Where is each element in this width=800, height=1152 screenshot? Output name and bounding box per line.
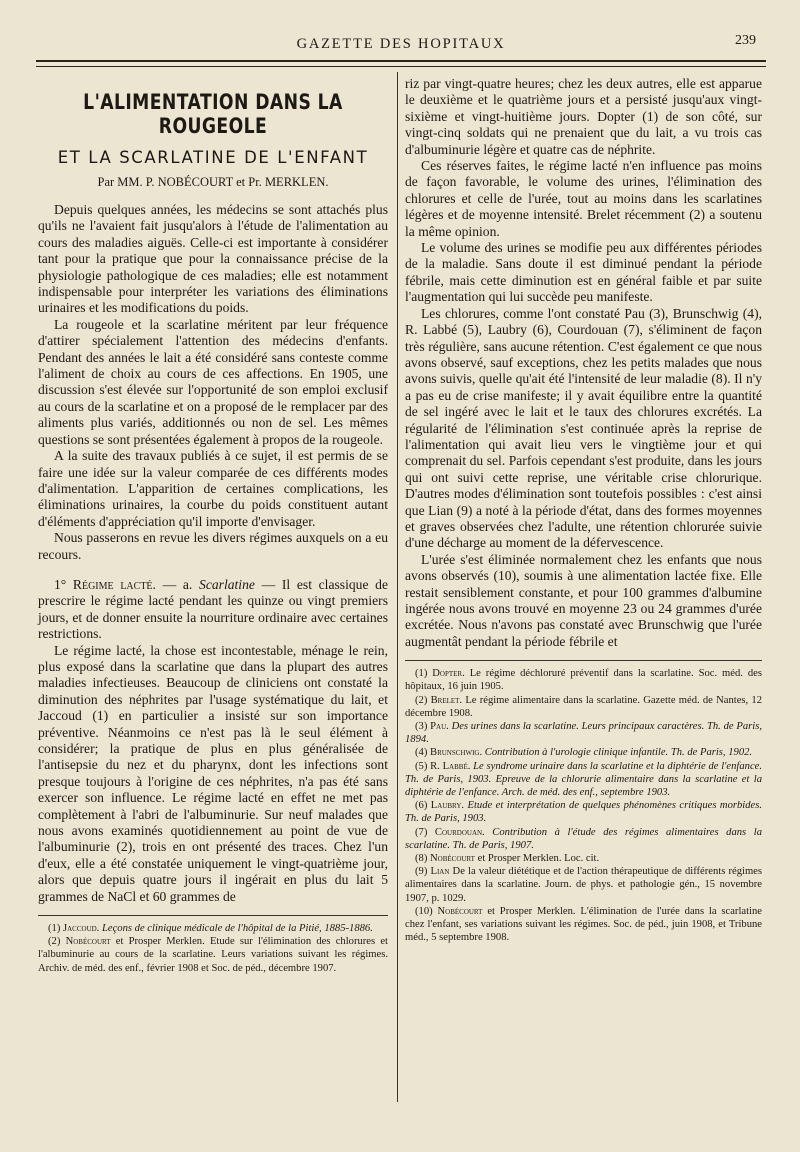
paragraph-rougeole-scarlatine: La rougeole et la scarlatine méritent par leur fréquence d'attirer spécialement l'attention des médecins d'enfants. Pendant des années le lait a été considéré sans conteste comme l'aliment de choix au cours de ces affections. En 1905, une discussion s'est élevée sur l'opportunité de son emploi exclusif au cours de la scarlatine et on a proposé de le remplacer par des aliments plus variés, additionnés ou non de sel. Les mêmes questions se sont présentées également à propos de la rougeole. (38, 316, 388, 447)
section-heading-regime-lacte: 1° Régime lacté. (54, 576, 156, 592)
footnote: (6) Laubry. Etude et interprétation de quelques phénomènes critiques morbides. Th. de Paris, 1903. (405, 800, 762, 825)
footnote: (3) Pau. Des urines dans la scarlatine. Leurs principaux caractères. Th. de Paris, 1894. (405, 721, 762, 746)
paragraph-intro: Depuis quelques années, les médecins se sont attachés plus qu'ils ne l'avaient fait jusqu'alors à l'étude de l'alimentation au cours des maladies aiguës. Celle-ci est importante à considérer tant pour la pratique que pour la connaissance précise de la physiologie pathologique de ces maladies; elle est notamment indispensable pour interpréter les variations des éliminations urinaires et les modifications du poids. (38, 202, 388, 316)
paragraph-regime-lacte-text: — Il est classique de prescrire le régime lacté pendant les quinze ou vingt premiers jours, et de donner ensuite la nourriture ordinaire avec certaines restrictions. (38, 576, 388, 642)
footnote: (1) Jaccoud. Leçons de clinique médicale de l'hôpital de la Pitié, 1885-1886. (48, 923, 373, 935)
paragraph-regimes: Nous passerons en revue les divers régimes auxquels on a eu recours. (38, 530, 388, 562)
subsection-title-scarlatine: Scarlatine (199, 576, 255, 592)
page-number: 239 (735, 33, 756, 48)
paragraph-volume-urines: Le volume des urines se modifie peu aux différentes périodes de la maladie. Sans doute il est diminué pendant la période fébrile, mais cette diminution est en général faible et par suite l'augmentation qui lui succède peu manifeste. (405, 240, 762, 305)
left-column (38, 76, 388, 975)
paragraph-reserves: Ces réserves faites, le régime lacté n'en influence pas moins de façon favorable, le volume des urines, l'élimination des chlorures et celle de l'urée, tout au moins dans les scarlatines légères et de moyenne intensité. Brelet récemment (2) a soutenu la même opinion. (405, 158, 762, 239)
article-title: L'ALIMENTATION DANS LA ROUGEOLE (83, 90, 343, 138)
footnote-rule (405, 660, 762, 661)
footnote: (4) Brunschwig. Contribution à l'urologie clinique infantile. Th. de Paris, 1902. (415, 747, 753, 759)
footnote: (9) Lian De la valeur diététique et de l'action thérapeutique de différents régimes alimentaires dans la scarlatine. Journ. de phys. et pathologie gén., 15 novembre 1907, p. 1029. (405, 866, 763, 904)
paragraph-travaux: A la suite des travaux publiés à ce sujet, il est permis de se faire une idée sur la valeur comparée de ces différents modes d'alimentation. L'apparition de certaines complications, les éliminations urinaires, la courbe du poids constituent autant d'éléments d'appréciation qu'il importe d'envisager. (38, 448, 388, 529)
column-divider (397, 72, 398, 1102)
footnote: (8) Nobécourt et Prosper Merklen. Loc. cit. (415, 853, 600, 865)
paragraph-continued: riz par vingt-quatre heures; chez les deux autres, elle est apparue le deuxième et le quatrième jours et a persisté jusqu'aux vingt-sixième et vingt-huitième jours. Dopter (1) de son côté, sur vingt-cinq soldats qui ne prenaient que du lait, a vu trois cas d'albuminurie légère et quatre cas de néphrite. (405, 76, 762, 157)
header-rule-thick (36, 60, 766, 62)
article-byline: Par MM. P. NOBÉCOURT et Pr. MERKLEN. (97, 175, 329, 189)
article-subtitle: ET LA SCARLATINE DE L'ENFANT (57, 148, 369, 167)
paragraph-regime-lacte (38, 577, 388, 643)
subsection-marker: — a. (162, 576, 193, 592)
running-title: GAZETTE DES HOPITAUX (296, 36, 506, 52)
footnote: (10) Nobécourt et Prosper Merklen. L'élimination de l'urée dans la scarlatine chez l'enfant, ses variations suivant les régimes. Soc. de péd., juin 1908, et Tribune méd., 5 septembre 1908. (405, 905, 762, 944)
right-column (405, 76, 762, 944)
paragraph-uree: L'urée s'est éliminée normalement chez les enfants que nous avons observés (10), soumis à une alimentation lactée fixe. Elle restait sensiblement constante, et pour 100 grammes d'albumine ingérée nous avons trouvé en moyenne 23 ou 24 grammes d'urée excrétée. Nous n'avons pas constaté avec Brunschwig que l'urée augmentât pendant la période fébrile et (405, 551, 762, 649)
footnote: (2) Brelet. Le régime alimentaire dans la scarlatine. Gazette méd. de Nantes, 12 décembre 1908. (405, 694, 762, 719)
footnote: (7) Courdouan. Contribution à l'étude des régimes alimentaires dans la scarlatine. Th. de Paris, 1907. (405, 826, 762, 851)
footnote: (2) Nobécourt et Prosper Merklen. Etude sur l'élimination des chlorures et l'albuminurie au cours de la scarlatine. Leurs variations suivant les régimes. Archiv. de méd. des enf., février 1908 et Soc. de péd., décembre 1907. (38, 936, 388, 974)
header-rule-thin (36, 66, 766, 67)
footnote: (5) R. Labbé. Le syndrome urinaire dans la scarlatine et la diphtérie de l'enfance. Th. de Paris, 1903. Epreuve de la chlorurie alimentaire dans la scarlatine et la diphtérie de l'enfance. Arch. de méd. des enf., septembre 1903. (405, 760, 762, 799)
paragraph-chlorures: Les chlorures, comme l'ont constaté Pau (3), Brunschwig (4), R. Labbé (5), Laubry (6), Courdouan (7), s'éliminent de façon très régulière, sans aucune rétention. C'est également ce que nous avons observé, sauf exceptions, chez les petits malades que nous avons suivis, quelle qu'ait été l'intensité de leur maladie (8). Il n'y a pas eu de crise manifeste; il y avait équilibre entre la quantité de sel ingéré avec le lait et le taux des chlorures excrétés. La régularité de l'élimination s'est continuée après la reprise de l'alimentation qui avait lieu vers le vingtième jour et qui comprenait du sel. Parfois cependant s'est produite, dans les jours qui ont suivi cette reprise, une véritable crise chlorurique. D'autres modes d'élimination sont toutefois possibles : c'est ainsi que Lian (9) a noté à la période d'état, dans des formes moyennes et graves observées chez l'adulte, une rétention chlorurée suivie d'une décharge au moment de la défervescence. (405, 305, 762, 551)
paragraph-menage-le-rein: Le régime lacté, la chose est incontestable, ménage le rein, plus exposé dans la scarlatine que dans la plupart des autres maladies infectieuses. Beaucoup de cliniciens ont constaté la diminution des néphrites par l'usage systématique du lait, et Jaccoud (1) en particulier a insisté sur son importance préventive. Néanmoins ce n'est pas là le seul élément à considérer; la pratique de plus en plus généralisée de l'antisepsie du nez et du pharynx, dont les infections sont presque toujours à l'origine de ces néphrites, n'a pas été sans exercer son influence. Le régime lacté en effet ne met pas complètement à l'abri de l'albuminurie. Sur neuf malades que nous avons examinés quotidiennement au point de vue de l'albuminurie (2), trois en ont présenté des traces. Chez l'un d'eux, elle a été constatée uniquement le vingt-quatrième jour, alors que depuis quatre jours il ingérait en plus du lait 5 grammes de NaCl et 60 grammes de (38, 642, 388, 904)
footnote-rule (38, 915, 388, 916)
footnote: (1) Dopter. Le régime déchloruré préventif dans la scarlatine. Soc. méd. des hôpitaux, 16 juin 1905. (405, 668, 762, 693)
